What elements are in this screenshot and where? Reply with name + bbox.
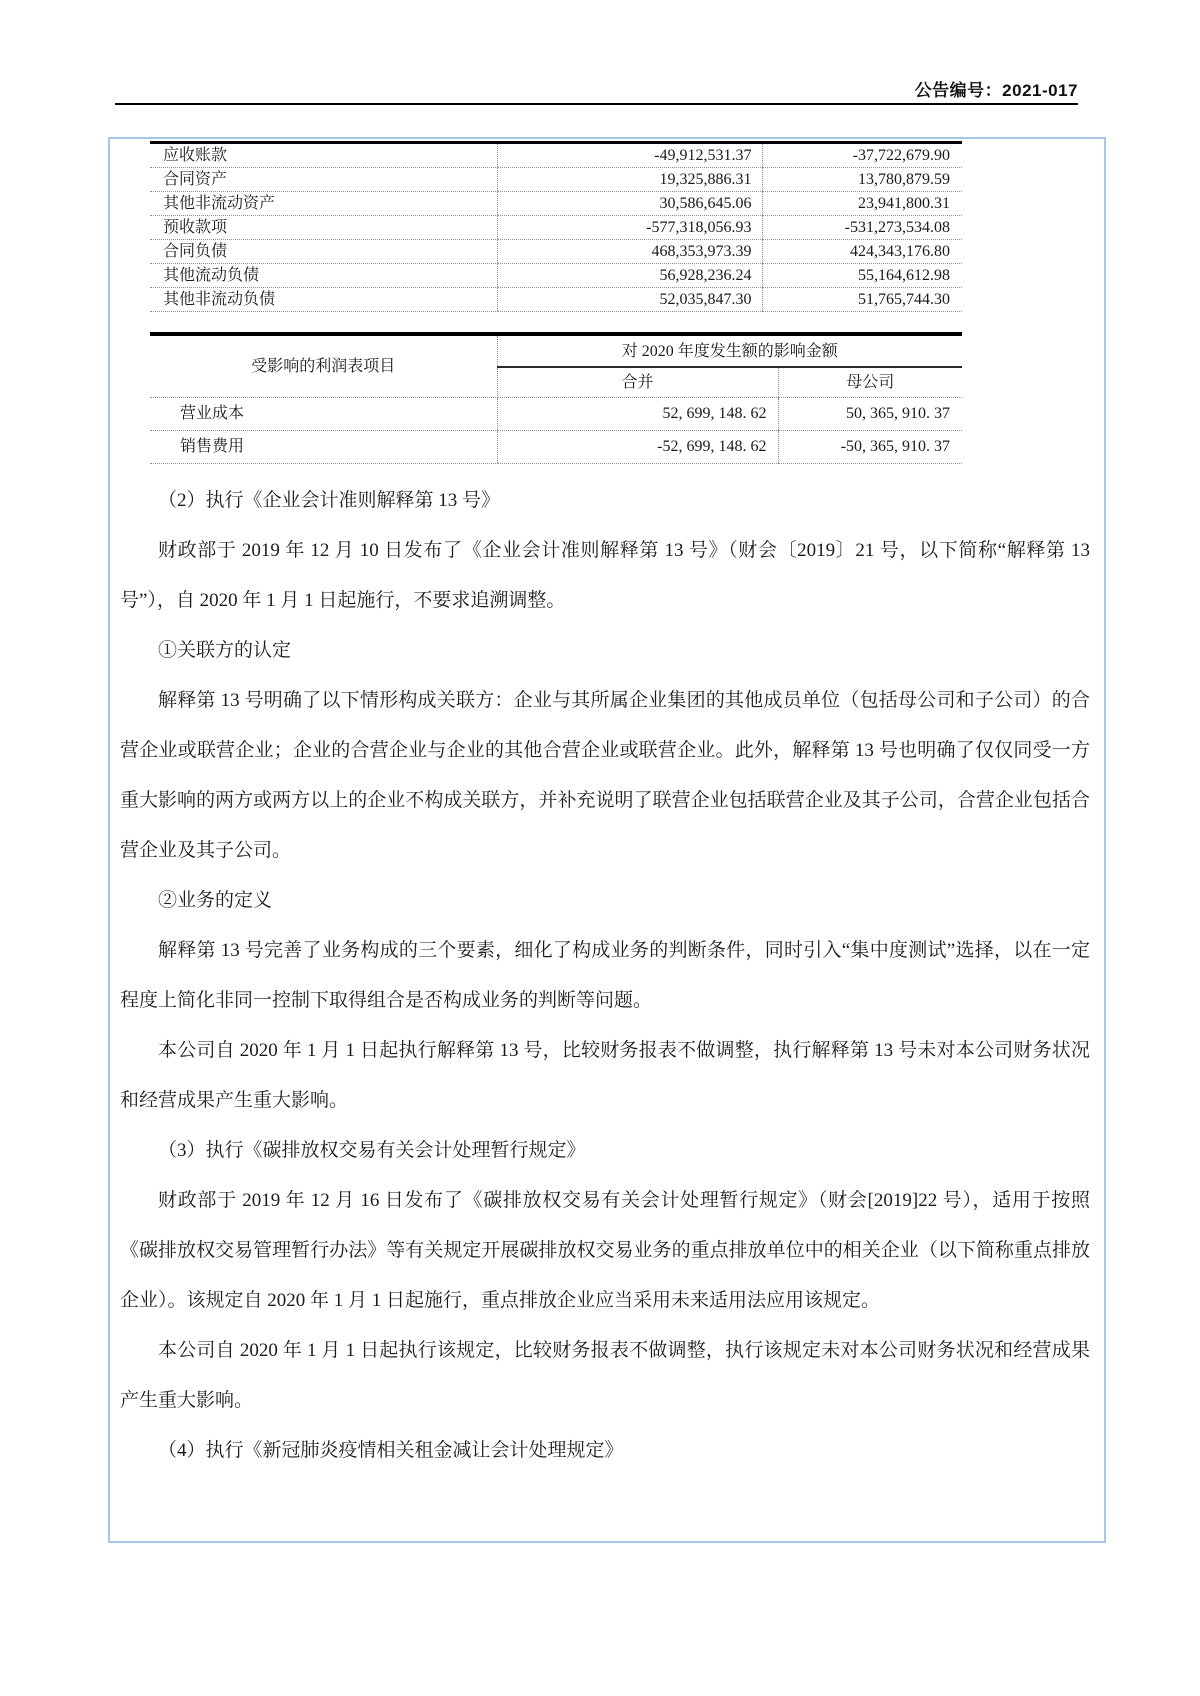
income-statement-impact-table [150,332,962,464]
content-box [108,137,1106,1543]
consolidated-value-cell: -52, 699, 148. 62 [497,431,778,464]
item-cell: 合同资产 [150,168,497,192]
parent-company-header: 母公司 [778,367,962,398]
value-cell-2: 55,164,612.98 [762,264,962,288]
item-cell: 其他非流动资产 [150,192,497,216]
item-cell: 应收账款 [150,143,497,168]
value-cell-1: 52,035,847.30 [497,288,762,312]
table-row [150,264,962,288]
table-row [150,288,962,312]
section-3-intro-paragraph: 财政部于 2019 年 12 月 16 日发布了《碳排放权交易有关会计处理暂行规定》（财会[2019]22 号），适用于按照《碳排放权交易管理暂行办法》等有关规定开展碳排放权交易业务的重点排放单位中的相关企业（以下简称重点排放企业）。该规定自 2020 年 1 月 1 日起施行，重点排放企业应当采用未来适用法应用该规定。 [120,1190,1090,1311]
value-cell-2: 13,780,879.59 [762,168,962,192]
value-cell-1: 19,325,886.31 [497,168,762,192]
value-cell-1: -577,318,056.93 [497,216,762,240]
value-cell-2: 51,765,744.30 [762,288,962,312]
item-cell: 其他非流动负债 [150,288,497,312]
balance-items-impact-table [150,141,962,312]
value-cell-2: -37,722,679.90 [762,143,962,168]
business-definition-heading: ②业务的定义 [158,890,273,911]
value-cell-2: 424,343,176.80 [762,240,962,264]
table-row [150,398,962,431]
section-3-heading: （3）执行《碳排放权交易有关会计处理暂行规定》 [158,1140,586,1161]
item-cell: 合同负债 [150,240,497,264]
value-cell-2: -531,273,534.08 [762,216,962,240]
parent-value-cell: -50, 365, 910. 37 [778,431,962,464]
section-4-heading: （4）执行《新冠肺炎疫情相关租金减让会计处理规定》 [158,1440,624,1461]
table-row [150,192,962,216]
value-cell-2: 23,941,800.31 [762,192,962,216]
related-party-paragraph: 解释第 13 号明确了以下情形构成关联方：企业与其所属企业集团的其他成员单位（包括母公司和子公司）的合营企业或联营企业；企业的合营企业与企业的其他合营企业或联营企业。此外，解释第 13 号也明确了仅仅同受一方重大影响的两方或两方以上的企业不构成关联方，并补充说明了联营企业包括联营企业及其子公司，合营企业包括合营企业及其子公司。 [120,690,1090,861]
impact-amount-header: 对 2020 年度发生额的影响金额 [497,334,962,367]
table-row [150,168,962,192]
body-text [120,476,1090,1476]
table-row [150,431,962,464]
value-cell-1: 468,353,973.39 [497,240,762,264]
business-definition-paragraph: 解释第 13 号完善了业务构成的三个要素，细化了构成业务的判断条件，同时引入“集中度测试”选择，以在一定程度上简化非同一控制下取得组合是否构成业务的判断等问题。 [120,940,1090,1011]
table-row [150,240,962,264]
section-2-effect-paragraph: 本公司自 2020 年 1 月 1 日起执行解释第 13 号，比较财务报表不做调整，执行解释第 13 号未对本公司财务状况和经营成果产生重大影响。 [120,1040,1090,1111]
section-2-intro-paragraph: 财政部于 2019 年 12 月 10 日发布了《企业会计准则解释第 13 号》（财会〔2019〕21 号，以下简称“解释第 13 号”），自 2020 年 1 月 1 日起施行，不要求追溯调整。 [120,540,1090,611]
affected-item-header: 受影响的利润表项目 [150,334,497,398]
table-header-row [150,334,962,367]
announcement-number: 公告编号：2021-017 [914,81,1078,100]
section-2-heading: （2）执行《企业会计准则解释第 13 号》 [158,490,501,511]
table-row [150,143,962,168]
value-cell-1: 56,928,236.24 [497,264,762,288]
header-rule [115,103,1078,105]
section-3-effect-paragraph: 本公司自 2020 年 1 月 1 日起执行该规定，比较财务报表不做调整，执行该规定未对本公司财务状况和经营成果产生重大影响。 [120,1340,1090,1411]
value-cell-1: -49,912,531.37 [497,143,762,168]
item-cell: 预收款项 [150,216,497,240]
consolidated-value-cell: 52, 699, 148. 62 [497,398,778,431]
value-cell-1: 30,586,645.06 [497,192,762,216]
item-cell: 营业成本 [150,398,497,431]
table-row [150,216,962,240]
item-cell: 销售费用 [150,431,497,464]
item-cell: 其他流动负债 [150,264,497,288]
related-party-heading: ①关联方的认定 [158,640,292,661]
consolidated-header: 合并 [497,367,778,398]
parent-value-cell: 50, 365, 910. 37 [778,398,962,431]
